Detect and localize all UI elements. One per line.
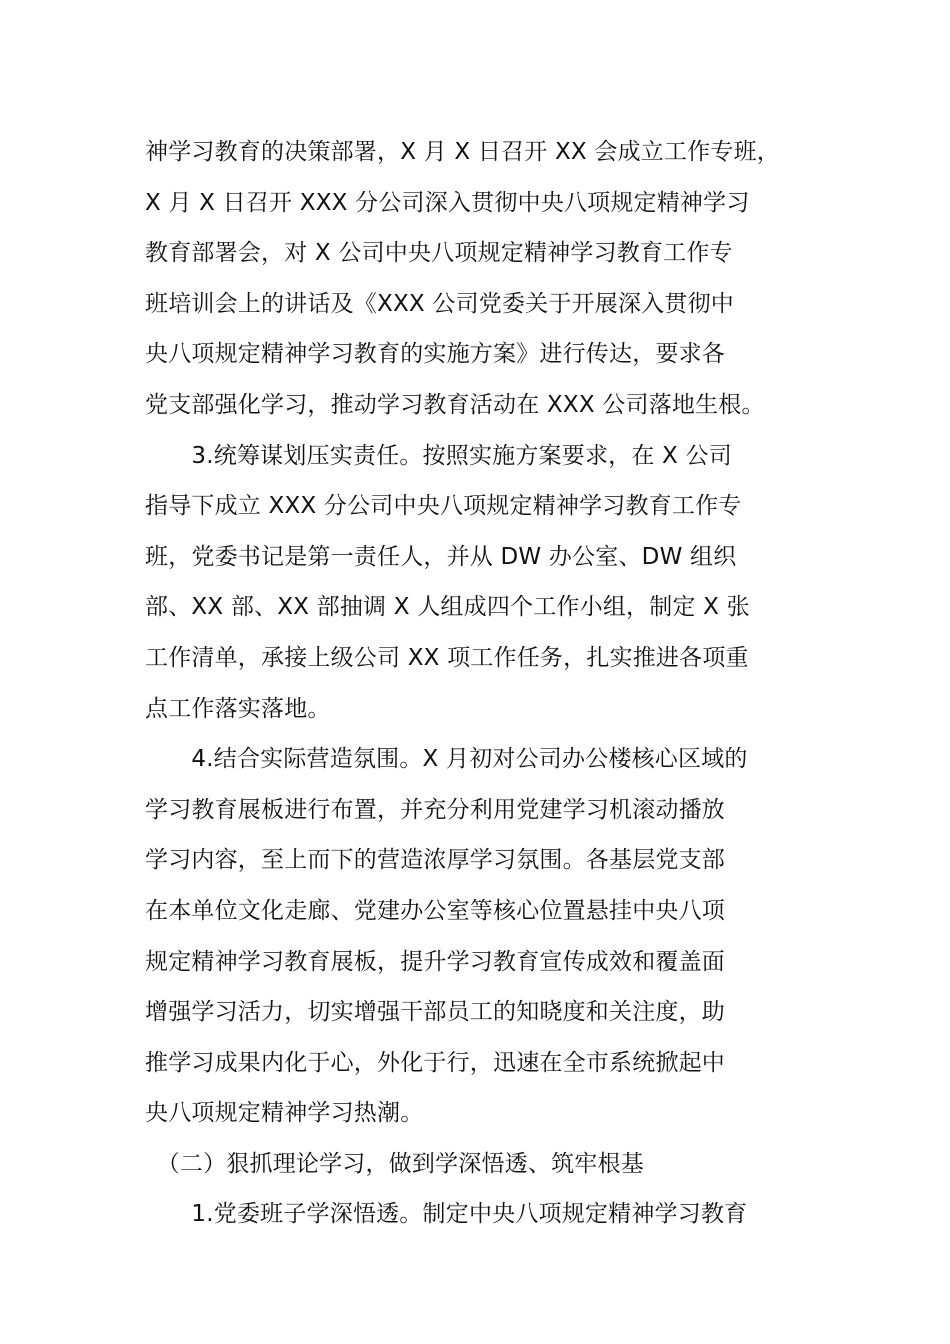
text-line: 教育部署会，对 X 公司中央八项规定精神学习教育工作专 xyxy=(145,240,733,267)
paragraph-heading: 1.党委班子学深悟透。制定中央八项规定精神学习教育 xyxy=(145,1201,748,1228)
paragraph-heading: 4.结合实际营造氛围。X 月初对公司办公楼核心区域的 xyxy=(145,746,748,773)
text-line: 在本单位文化走廊、党建办公室等核心位置悬挂中央八项 xyxy=(145,897,725,924)
text-line: 班培训会上的讲话及《XXX 公司党委关于开展深入贯彻中 xyxy=(145,290,734,317)
text-line: 增强学习活力，切实增强干部员工的知晓度和关注度，助 xyxy=(145,999,725,1026)
text-line: 学习内容，至上而下的营造浓厚学习氛围。各基层党支部 xyxy=(145,847,725,874)
document-body xyxy=(145,127,845,1240)
text-line: 学习教育展板进行布置，并充分利用党建学习机滚动播放 xyxy=(145,796,725,823)
text-line: 党支部强化学习，推动学习教育活动在 XXX 公司落地生根。 xyxy=(145,391,765,418)
text-line: 指导下成立 XXX 分公司中央八项规定精神学习教育工作专 xyxy=(145,493,742,520)
text-line: 部、XX 部、XX 部抽调 X 人组成四个工作小组，制定 X 张 xyxy=(145,594,750,621)
text-line: X 月 X 日召开 XXX 分公司深入贯彻中央八项规定精神学习 xyxy=(145,189,750,216)
text-line: 点工作落实落地。 xyxy=(145,695,331,722)
text-line: 神学习教育的决策部署，X 月 X 日召开 XX 会成立工作专班， xyxy=(145,139,780,165)
text-line: 班，党委书记是第一责任人，并从 DW 办公室、DW 组织 xyxy=(145,543,737,570)
paragraph-heading: 3.统筹谋划压实责任。按照实施方案要求，在 X 公司 xyxy=(145,442,732,469)
text-line: 规定精神学习教育展板，提升学习教育宣传成效和覆盖面 xyxy=(145,948,725,975)
text-line: 工作清单，承接上级公司 XX 项工作任务，扎实推进各项重 xyxy=(145,644,749,671)
text-line: 央八项规定精神学习教育的实施方案》进行传达，要求各 xyxy=(145,341,725,368)
text-line: 推学习成果内化于心，外化于行，迅速在全市系统掀起中 xyxy=(145,1049,725,1076)
section-heading: （二）狠抓理论学习，做到学深悟透、筑牢根基 xyxy=(145,1150,644,1177)
text-line: 央八项规定精神学习热潮。 xyxy=(145,1100,424,1127)
